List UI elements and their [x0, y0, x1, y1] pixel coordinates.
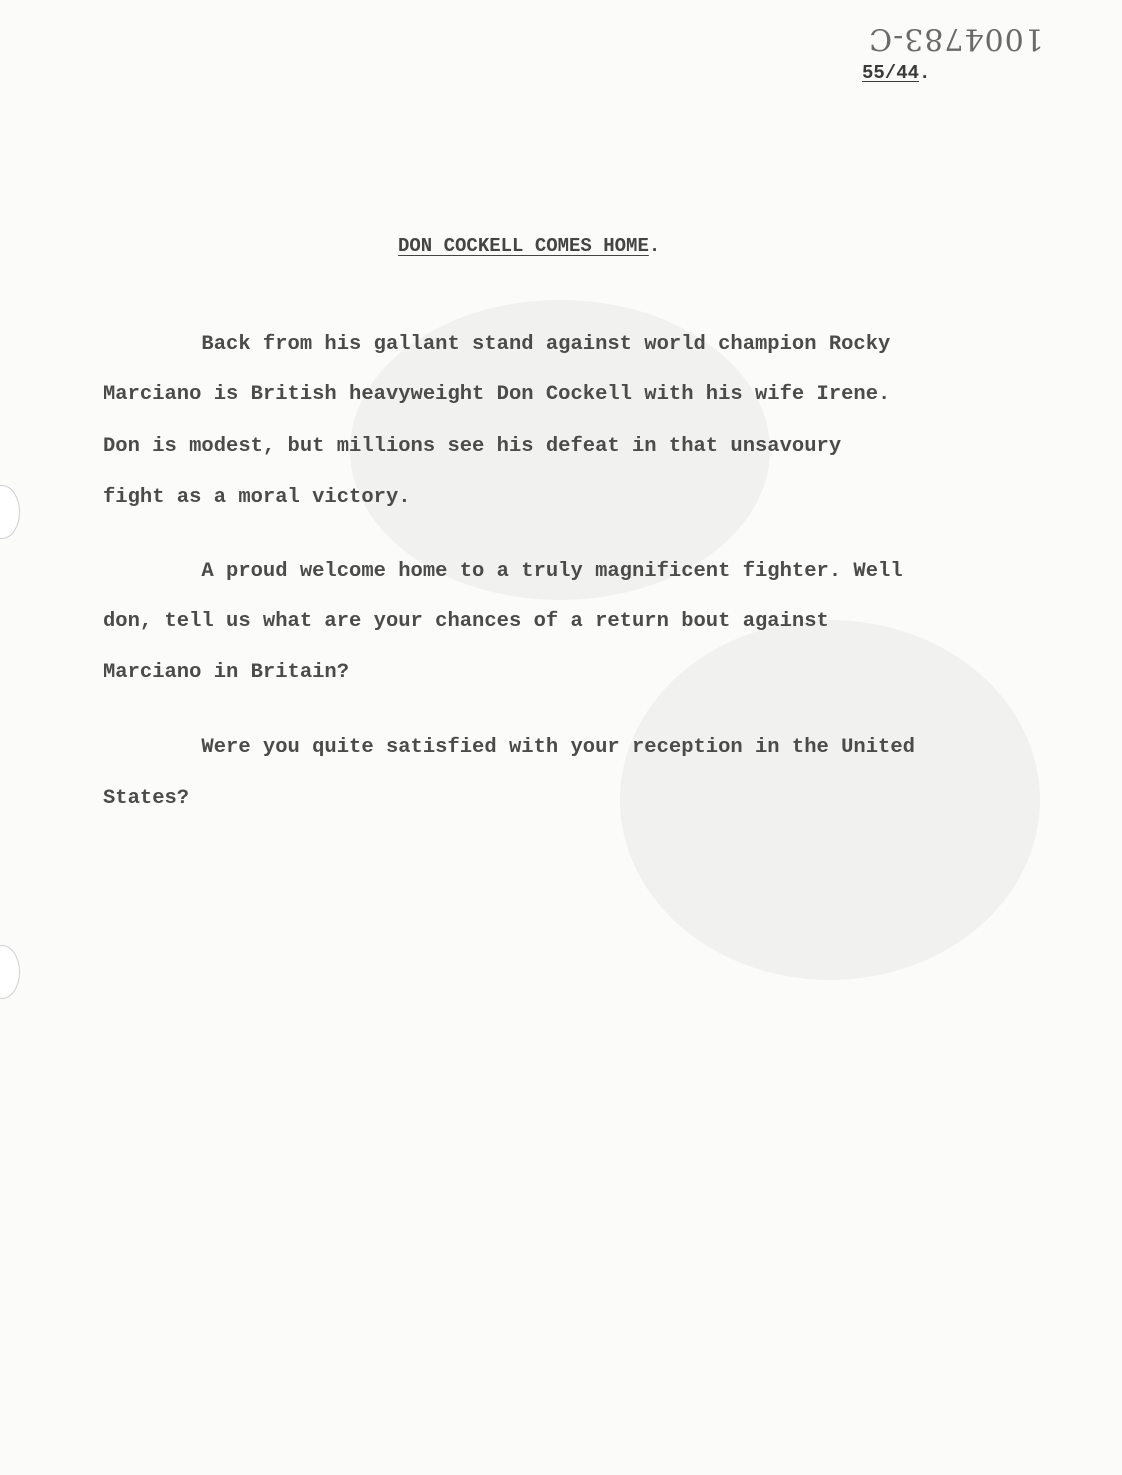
- document-title: [398, 232, 660, 260]
- document-title-text: DON COCKELL COMES HOME: [398, 235, 649, 257]
- body-line: A proud welcome home to a truly magnificent fighter. Well: [103, 560, 903, 583]
- document-number-period: .: [919, 62, 931, 84]
- body-line: don, tell us what are your chances of a return bout against: [103, 610, 829, 633]
- body-line: Were you quite satisfied with your reception in the United: [103, 736, 915, 759]
- document-number: [862, 60, 930, 86]
- body-line: States?: [103, 787, 190, 810]
- punch-hole: [0, 945, 20, 999]
- body-line: fight as a moral victory.: [103, 486, 411, 509]
- paper-smudge: [620, 620, 1040, 980]
- handwritten-reference: 1004783-C: [868, 21, 1044, 56]
- document-number-value: 55/44: [862, 62, 920, 84]
- body-line: Marciano is British heavyweight Don Cockell with his wife Irene.: [103, 383, 891, 406]
- body-line: Marciano in Britain?: [103, 661, 350, 684]
- punch-hole: [0, 485, 20, 539]
- body-line: Back from his gallant stand against world champion Rocky: [103, 333, 891, 356]
- body-line: Don is modest, but millions see his defeat in that unsavoury: [103, 435, 842, 458]
- document-title-period: .: [648, 235, 661, 257]
